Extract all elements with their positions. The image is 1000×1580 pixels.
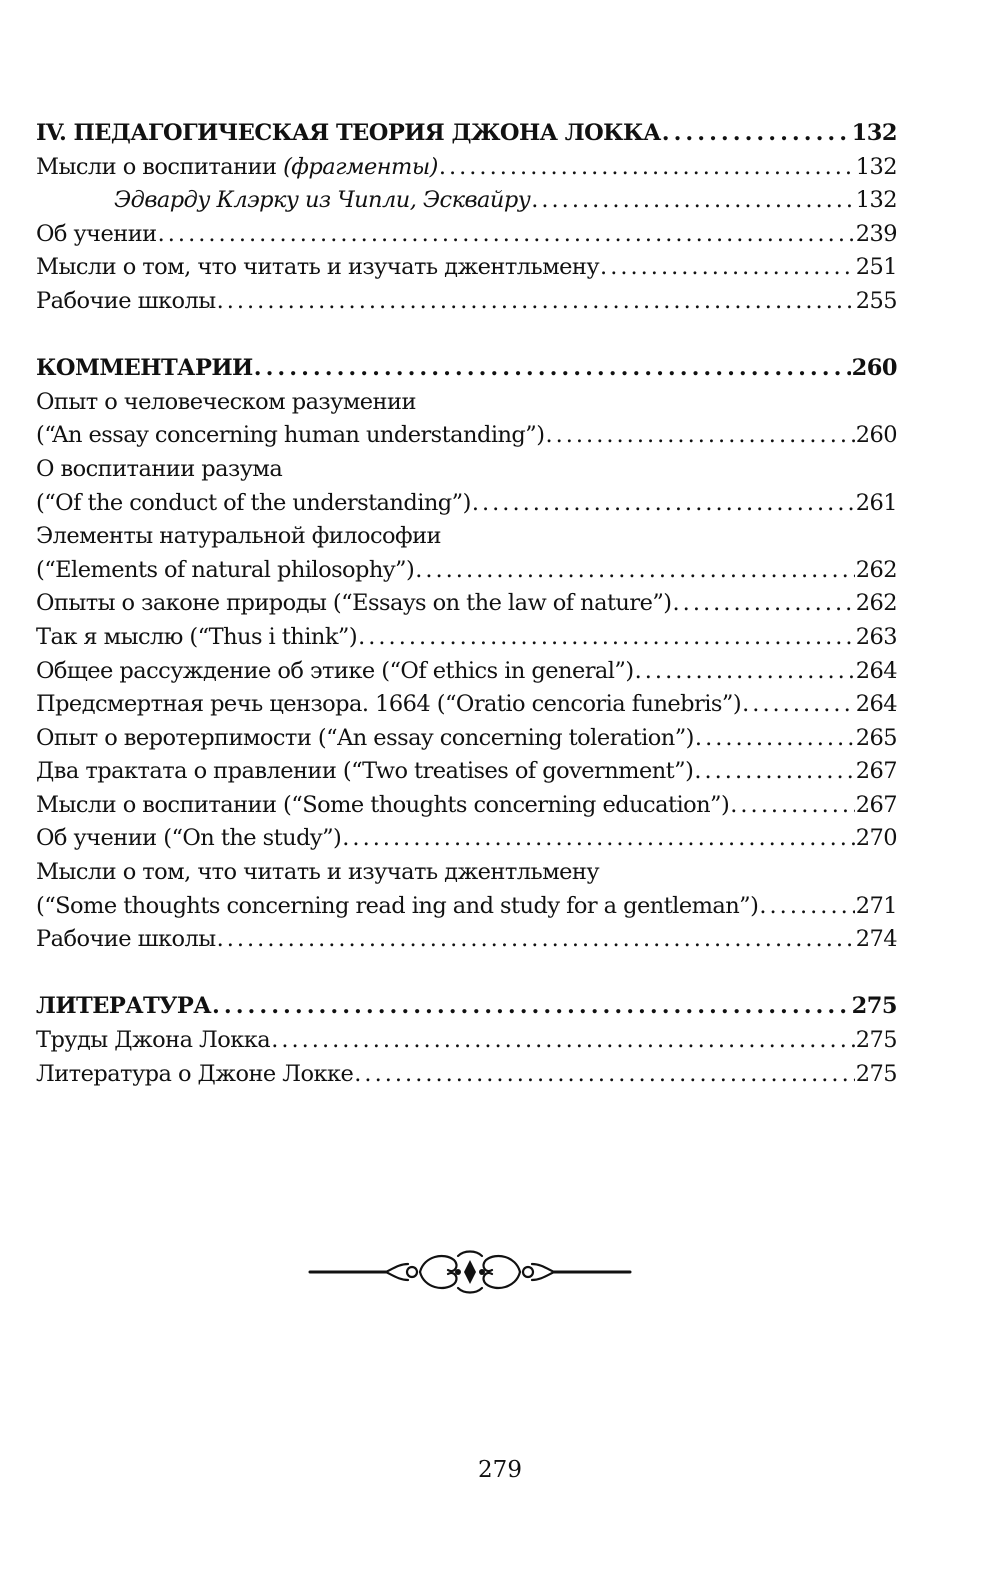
toc-entry-label: Мысли о воспитании (“Some thoughts concerning education”) (36, 791, 730, 818)
dot-leader (694, 755, 854, 789)
toc-entry (36, 251, 897, 285)
dot-leader (158, 218, 855, 252)
toc-entry-page: 264 (855, 691, 897, 718)
toc-entry (36, 789, 897, 823)
toc-entry-label: Рабочие школы (36, 287, 216, 314)
toc-entry (36, 487, 897, 521)
dot-leader (545, 419, 854, 453)
toc-entry-page: 132 (855, 187, 897, 214)
toc-entry-page: 267 (855, 758, 897, 785)
toc-entry-label: Два трактата о правлении (“Two treatises of government”) (36, 758, 694, 785)
toc-entry-label: Рабочие школы (36, 926, 216, 953)
toc-entry-label: Так я мыслю (“Thus i think”) (36, 623, 358, 650)
toc-heading-label: ЛИТЕРАТУРА (36, 993, 212, 1020)
toc-entry (36, 554, 897, 588)
dot-leader (531, 184, 854, 218)
toc-entry (36, 1058, 897, 1092)
toc-entry-page: 262 (855, 590, 897, 617)
dot-leader (742, 688, 855, 722)
toc-entry (36, 419, 897, 453)
toc-entry (36, 587, 897, 621)
toc-entry-label: Труды Джона Локка (36, 1027, 271, 1054)
toc-entry-label: Опыты о законе природы (“Essays on the law of nature”) (36, 590, 672, 617)
toc-entry (36, 688, 897, 722)
toc-entry-page: 262 (855, 556, 897, 583)
toc-entry-page: 274 (855, 926, 897, 953)
dot-leader (673, 587, 855, 621)
toc-entry (36, 755, 897, 789)
page-number: 279 (478, 1457, 522, 1483)
toc-entry-page: 275 (855, 1060, 897, 1087)
toc-heading-page: 275 (851, 993, 897, 1020)
dot-leader (439, 151, 855, 185)
toc-entry (36, 655, 897, 689)
toc-entry-page: 271 (855, 892, 897, 919)
dot-leader (415, 554, 855, 588)
toc-entry-page: 261 (855, 489, 897, 516)
toc-entry-label: Мысли о воспитании (фрагменты) (36, 153, 438, 180)
toc-entry-label: Предсмертная речь цензора. 1664 (“Oratio cencoria funebris”) (36, 691, 742, 718)
toc-heading-label: КОММЕНТАРИИ (36, 355, 253, 382)
toc-entry-page: 275 (855, 1027, 897, 1054)
toc-entry-label: (“Elements of natural philosophy”) (36, 556, 415, 583)
toc-entry-title-line: Опыт о человеческом разумении (36, 388, 416, 415)
toc-section-literature (36, 990, 897, 1091)
toc-entry-page: 255 (855, 287, 897, 314)
toc-entry-page: 267 (855, 791, 897, 818)
toc-entry (36, 621, 897, 655)
toc-heading-page: 260 (851, 355, 897, 382)
toc-entry-label: (“An essay concerning human understanding”) (36, 422, 545, 449)
dot-leader (217, 285, 855, 319)
toc-entry-page: 239 (855, 220, 897, 247)
toc-entry (36, 184, 897, 218)
toc-entry-page: 251 (855, 254, 897, 281)
toc-entry-label: Эдварду Клэрку из Чипли, Эсквайру (114, 187, 531, 214)
dot-leader (662, 117, 851, 151)
dot-leader (342, 822, 854, 856)
toc-section-pedagogical-theory (36, 117, 897, 319)
dot-leader (354, 1058, 854, 1092)
toc-entry-title-line: Мысли о том, что читать и изучать джентльмену (36, 859, 600, 886)
dot-leader (730, 789, 854, 823)
toc-entry-page: 264 (855, 657, 897, 684)
dot-leader (217, 923, 855, 957)
toc-entry-page: 265 (855, 724, 897, 751)
toc-section-commentary (36, 352, 897, 957)
toc-entry-label: Об учении (36, 220, 157, 247)
dot-leader (212, 990, 851, 1024)
toc-heading (36, 352, 897, 386)
toc-entry (36, 218, 897, 252)
toc-entry-title-line: Элементы натуральной философии (36, 523, 441, 550)
toc-entry (36, 890, 897, 924)
dot-leader (759, 890, 854, 924)
dot-leader (695, 722, 855, 756)
toc-entry (36, 151, 897, 185)
toc-entry-label: Мысли о том, что читать и изучать джентльмену (36, 254, 600, 281)
decorative-ornament-icon (308, 1242, 632, 1302)
toc-entry-page: 263 (855, 623, 897, 650)
toc-heading-label: IV. ПЕДАГОГИЧЕСКАЯ ТЕОРИЯ ДЖОНА ЛОККА (36, 120, 661, 146)
toc-entry-page: 260 (855, 422, 897, 449)
toc-entry (36, 822, 897, 856)
toc-heading-page: 132 (851, 120, 897, 146)
toc-entry-label: Литература о Джоне Локке (36, 1060, 354, 1087)
toc-entry-title-line: О воспитании разума (36, 455, 283, 482)
toc-entry (36, 722, 897, 756)
toc-entry-label: (“Of the conduct of the understanding”) (36, 489, 471, 516)
toc-entry-label: Опыт о веротерпимости (“An essay concerning toleration”) (36, 724, 694, 751)
toc-entry-label: (“Some thoughts concerning read ing and study for a gentleman”) (36, 892, 759, 919)
toc-entry-page: 270 (855, 825, 897, 852)
dot-leader (600, 251, 855, 285)
toc-entry (36, 923, 897, 957)
toc-entry-label: Общее рассуждение об этике (“Of ethics in general”) (36, 657, 634, 684)
dot-leader (254, 352, 851, 386)
dot-leader (271, 1024, 855, 1058)
toc-entry-page: 132 (855, 153, 897, 180)
toc-heading (36, 990, 897, 1024)
dot-leader (635, 655, 855, 689)
toc-entry-label: Об учении (“On the study”) (36, 825, 342, 852)
dot-leader (472, 487, 855, 521)
dot-leader (358, 621, 855, 655)
toc-heading (36, 117, 897, 151)
toc-entry (36, 285, 897, 319)
table-of-contents (36, 117, 897, 1125)
toc-entry (36, 1024, 897, 1058)
